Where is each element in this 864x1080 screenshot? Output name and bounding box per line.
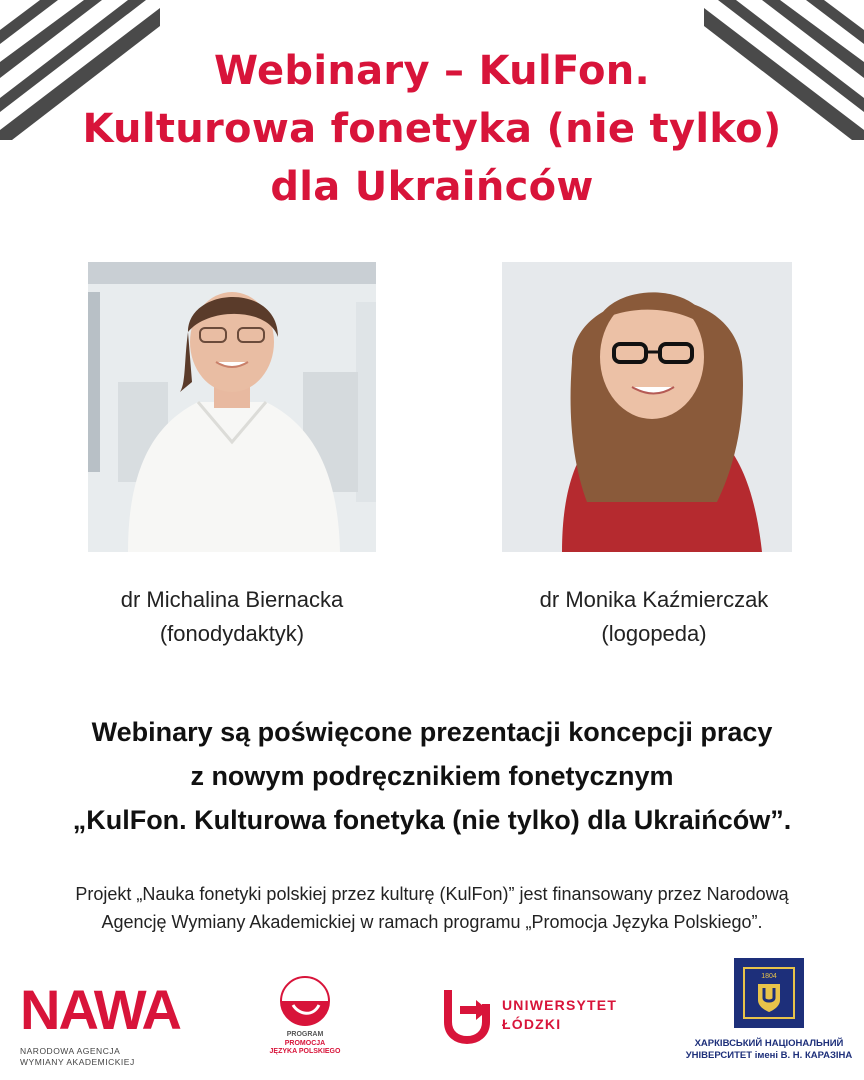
uniwersytet-lodzki-logo	[440, 988, 640, 1048]
project-line-1: Projekt „Nauka fonetyki polskiej przez kulturę (KulFon)” jest finansowany przez Narodową	[75, 884, 789, 904]
karazin-crest-year: 1804	[761, 973, 777, 980]
project-line-2: Agencję Wymiany Akademickiej w ramach programu „Promocja Języka Polskiego”.	[101, 912, 763, 932]
nawa-logo-word: NAWA	[20, 978, 180, 1041]
speaker-role-2: (logopeda)	[601, 621, 707, 646]
ul-line-1: UNIWERSYTET	[502, 997, 618, 1013]
ppjp-line-3: JĘZYKA POLSKIEGO	[269, 1048, 341, 1055]
webinar-description	[20, 710, 844, 842]
title-line-2: Kulturowa fonetyka (nie tylko)	[82, 106, 782, 152]
karazin-crest-icon	[734, 958, 804, 1028]
page-title	[40, 42, 824, 216]
polish-flag-circle-icon	[279, 975, 331, 1027]
ppjp-line-1: PROGRAM	[286, 1031, 324, 1038]
ppjp-line-2: PROMOCJA	[284, 1039, 326, 1047]
karazin-university-logo	[676, 958, 862, 1076]
nawa-logo-sub-2: WYMIANY AKADEMICKIEJ	[20, 1057, 135, 1067]
speaker-name-1: dr Michalina Biernacka	[120, 587, 344, 612]
title-line-1: Webinary – KulFon.	[213, 48, 651, 94]
speaker-caption-1	[80, 583, 384, 651]
khnu-line-1: ХАРКІВСЬКИЙ НАЦІОНАЛЬНИЙ	[694, 1038, 844, 1049]
nawa-logo	[20, 978, 220, 1068]
description-line-2: z nowym podręcznikiem fonetycznym	[190, 761, 674, 791]
speaker-photo-biernacka	[88, 262, 376, 552]
nawa-logo-sub-1: NARODOWA AGENCJA	[20, 1046, 121, 1056]
promocja-jezyka-polskiego-logo	[255, 975, 355, 1070]
description-line-1: Webinary są poświęcone prezentacji koncepcji pracy	[91, 717, 773, 747]
speaker-role-1: (fonodydaktyk)	[159, 621, 305, 646]
speaker-photo-kazmierczak	[502, 262, 792, 552]
speaker-name-2: dr Monika Kaźmierczak	[539, 587, 769, 612]
ul-line-2: ŁÓDZKI	[502, 1016, 562, 1032]
khnu-line-2: УНІВЕРСИТЕТ імені В. Н. КАРАЗІНА	[685, 1050, 853, 1061]
speaker-caption-2	[494, 583, 814, 651]
title-line-3: dla Ukraińców	[270, 164, 594, 210]
description-line-3: „KulFon. Kulturowa fonetyka (nie tylko) dla Ukraińców”.	[72, 805, 792, 835]
project-funding-note	[8, 880, 856, 936]
ul-u-arrow-icon	[440, 988, 494, 1044]
